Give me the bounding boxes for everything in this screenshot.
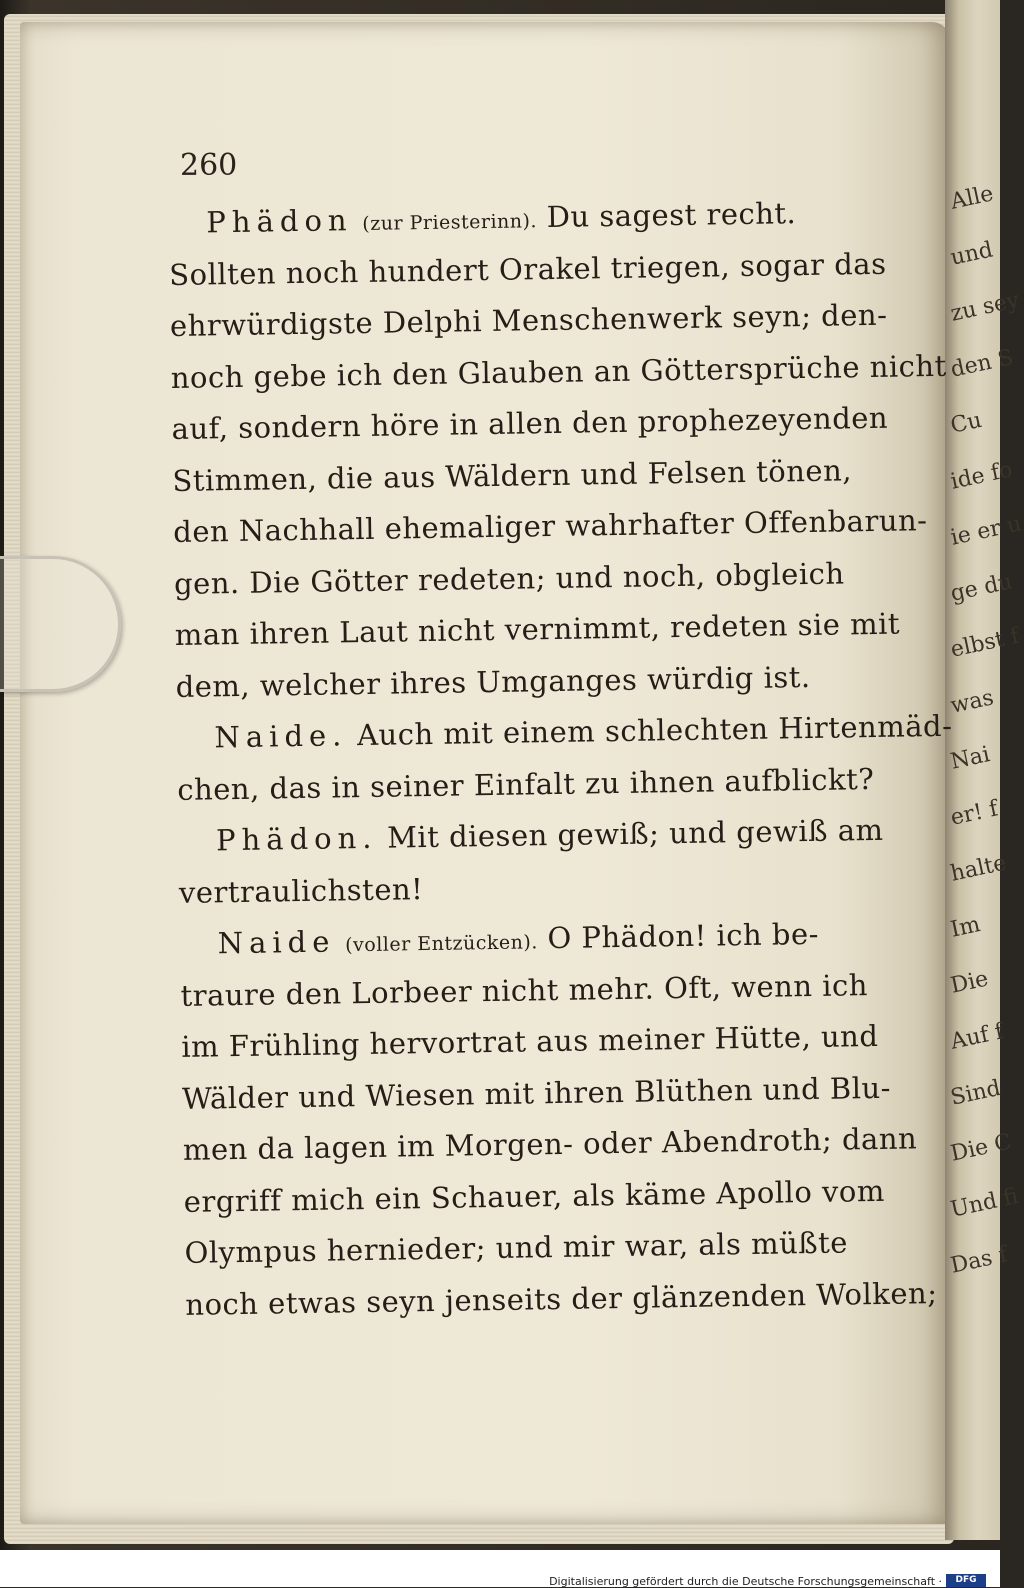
facing-page-fragment: Die xyxy=(948,966,991,999)
line-text: Stimmen, die aus Wäldern und Felsen tönen, xyxy=(172,452,853,498)
line-text: auf, sondern höre in allen den prophezeyenden xyxy=(171,400,889,446)
facing-page-fragment: er! f xyxy=(948,796,1001,831)
facing-page-fragment: Im xyxy=(948,912,983,943)
line-text: Mit diesen gewiß; und gewiß am xyxy=(377,812,884,855)
line-text: noch etwas seyn jenseits der glänzenden Wolken; xyxy=(185,1275,938,1322)
stage-direction: (zur Priesterinn). xyxy=(362,210,538,235)
facing-page-fragment: Cu xyxy=(948,407,984,439)
line-text: Du sagest recht. xyxy=(536,196,797,235)
facing-page-fragment: was xyxy=(948,685,996,719)
facing-page-fragment: zu sey xyxy=(948,287,1022,327)
facing-page-fragment: halte xyxy=(948,850,1009,887)
facing-page-fragment: Das f xyxy=(948,1242,1010,1279)
stage-direction: (voller Entzücken). xyxy=(344,931,538,957)
facing-page-fragment: elbst f xyxy=(948,623,1022,663)
line-text: Wälder und Wiesen mit ihren Blüthen und Blu- xyxy=(181,1070,892,1116)
facing-page-fragment: Und fi xyxy=(948,1184,1021,1223)
facing-page-fragment: ide fo xyxy=(948,457,1015,495)
facing-page-fragment: Die C xyxy=(948,1129,1014,1167)
line-text: Auch mit einem schlechten Hirtenmäd- xyxy=(347,708,953,753)
speaker-name: Naide xyxy=(217,924,336,961)
line-text: den Nachhall ehemaliger wahrhafter Offenbarun- xyxy=(172,503,928,549)
facing-page-fragment: Auf f xyxy=(948,1019,1006,1055)
speaker-name: Phädon. xyxy=(215,820,378,858)
facing-page xyxy=(945,0,1024,1540)
page-text xyxy=(168,187,953,1331)
line-text: O Phädon! ich be- xyxy=(537,916,820,956)
facing-page-fragment: und xyxy=(948,237,996,271)
line-text: vertraulichsten! xyxy=(178,871,424,910)
facing-page-fragment: Sind xyxy=(948,1075,1003,1111)
facing-page-fragment: Alle xyxy=(948,181,996,215)
line-text: noch gebe ich den Glauben an Göttersprüche nicht xyxy=(170,348,947,395)
line-text: ergriff mich ein Schauer, als käme Apollo vom xyxy=(183,1173,886,1219)
line-text: ehrwürdigste Delphi Menschenwerk seyn; den- xyxy=(169,297,888,343)
facing-page-fragment: ge du xyxy=(948,569,1015,607)
facing-page-fragment: Nai xyxy=(948,742,993,775)
facing-page-fragment: den S xyxy=(948,345,1016,383)
footer-credit: Digitalisierung gefördert durch die Deutsche Forschungsgemeinschaft · xyxy=(549,1575,942,1588)
speaker-name: Phädon xyxy=(206,203,353,240)
line-text: gen. Die Götter redeten; und noch, obgleich xyxy=(173,555,845,601)
line-text: chen, das in seiner Einfalt zu ihnen aufblickt? xyxy=(177,761,875,807)
line-text: Olympus hernieder; und mir war, als müßte xyxy=(184,1225,849,1270)
page-number: 260 xyxy=(180,148,238,183)
line-text: im Frühling hervortrat aus meiner Hütte, und xyxy=(181,1018,879,1064)
line-text: dem, welcher ihres Umganges würdig ist. xyxy=(175,659,811,704)
speaker-name: Naide. xyxy=(214,718,348,755)
line-text: Sollten noch hundert Orakel triegen, sogar das xyxy=(168,246,887,292)
line-text: traure den Lorbeer nicht mehr. Oft, wenn ich xyxy=(180,967,869,1013)
line-text: men da lagen im Morgen- oder Abendroth; dann xyxy=(182,1121,918,1167)
dfg-logo: DFG xyxy=(946,1574,986,1587)
line-text: man ihren Laut nicht vernimmt, redeten sie mit xyxy=(174,606,901,652)
facing-page-fragment: ie er u xyxy=(948,511,1024,551)
